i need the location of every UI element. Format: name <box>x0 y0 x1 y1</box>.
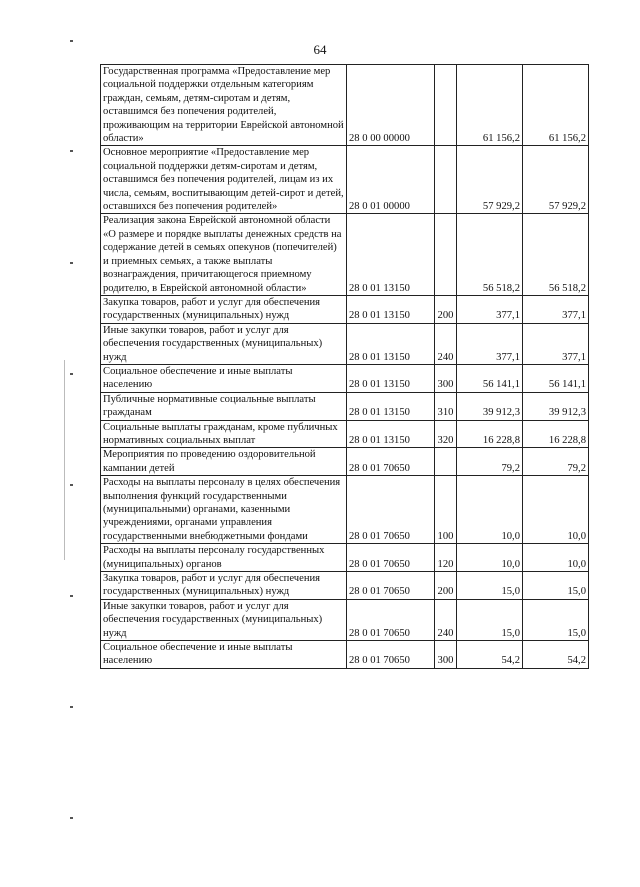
row-amount-1: 39 912,3 <box>457 392 523 420</box>
row-name: Государственная программа «Предоставление мер социальной поддержки отдельным категориям граждан, семьям, детям-сиротам и детям, оставшимся без попечения родителей, проживающим на территории Еврейской автономной области» <box>101 65 347 146</box>
row-vr <box>435 146 457 214</box>
table-row <box>101 544 589 572</box>
row-name: Социальное обеспечение и иные выплаты населению <box>101 364 347 392</box>
row-code: 28 0 01 13150 <box>347 295 435 323</box>
table-row <box>101 364 589 392</box>
row-amount-1: 61 156,2 <box>457 65 523 146</box>
row-code: 28 0 01 70650 <box>347 599 435 640</box>
row-name: Расходы на выплаты персоналу государственных (муниципальных) органов <box>101 544 347 572</box>
table-row <box>101 392 589 420</box>
scan-mark <box>70 484 73 486</box>
row-amount-2: 39 912,3 <box>523 392 589 420</box>
row-amount-1: 10,0 <box>457 476 523 544</box>
row-code: 28 0 01 13150 <box>347 364 435 392</box>
page-number: 64 <box>313 42 327 57</box>
table-row <box>101 65 589 146</box>
row-code: 28 0 01 70650 <box>347 476 435 544</box>
row-vr <box>435 214 457 295</box>
row-code: 28 0 01 00000 <box>347 146 435 214</box>
row-amount-2: 15,0 <box>523 572 589 600</box>
row-amount-2: 16 228,8 <box>523 420 589 448</box>
table-row <box>101 146 589 214</box>
row-amount-1: 377,1 <box>457 295 523 323</box>
row-code: 28 0 01 70650 <box>347 448 435 476</box>
row-name: Иные закупки товаров, работ и услуг для обеспечения государственных (муниципальных) нужд <box>101 599 347 640</box>
row-name: Закупка товаров, работ и услуг для обеспечения государственных (муниципальных) нужд <box>101 295 347 323</box>
row-vr: 300 <box>435 641 457 669</box>
row-amount-1: 16 228,8 <box>457 420 523 448</box>
row-amount-2: 57 929,2 <box>523 146 589 214</box>
row-code: 28 0 00 00000 <box>347 65 435 146</box>
table-row <box>101 295 589 323</box>
scan-mark <box>70 373 73 375</box>
row-vr: 320 <box>435 420 457 448</box>
row-amount-2: 54,2 <box>523 641 589 669</box>
row-name: Социальные выплаты гражданам, кроме публичных нормативных социальных выплат <box>101 420 347 448</box>
row-code: 28 0 01 70650 <box>347 641 435 669</box>
scan-artifact-line <box>64 360 65 560</box>
row-code: 28 0 01 13150 <box>347 392 435 420</box>
scan-mark <box>70 595 73 597</box>
row-vr: 120 <box>435 544 457 572</box>
row-code: 28 0 01 70650 <box>347 572 435 600</box>
row-name: Публичные нормативные социальные выплаты гражданам <box>101 392 347 420</box>
row-code: 28 0 01 13150 <box>347 420 435 448</box>
row-name: Расходы на выплаты персоналу в целях обеспечения выполнения функций государственными (муниципальными) органами, казенными учреждениями, органами управления государственными внебюджетными фондами <box>101 476 347 544</box>
row-amount-2: 10,0 <box>523 476 589 544</box>
scan-mark <box>70 706 73 708</box>
row-amount-2: 56 141,1 <box>523 364 589 392</box>
table-row <box>101 214 589 295</box>
row-vr: 310 <box>435 392 457 420</box>
row-vr: 200 <box>435 572 457 600</box>
table-row <box>101 641 589 669</box>
row-code: 28 0 01 13150 <box>347 323 435 364</box>
table-row <box>101 572 589 600</box>
scan-mark <box>70 262 73 264</box>
row-name: Иные закупки товаров, работ и услуг для обеспечения государственных (муниципальных) нужд <box>101 323 347 364</box>
row-amount-2: 377,1 <box>523 323 589 364</box>
scan-mark <box>70 817 73 819</box>
budget-table <box>100 64 589 669</box>
row-vr: 240 <box>435 323 457 364</box>
row-name: Основное мероприятие «Предоставление мер социальной поддержки детям-сиротам и детям, оставшимся без попечения родителей, лицам из их числа, семьям, воспитывающим детей-сирот и детей, оставшихся без попечения родителей» <box>101 146 347 214</box>
row-name: Социальное обеспечение и иные выплаты населению <box>101 641 347 669</box>
table-row <box>101 476 589 544</box>
row-amount-2: 377,1 <box>523 295 589 323</box>
row-amount-1: 15,0 <box>457 572 523 600</box>
row-vr: 200 <box>435 295 457 323</box>
row-amount-1: 10,0 <box>457 544 523 572</box>
row-amount-1: 56 518,2 <box>457 214 523 295</box>
row-vr: 300 <box>435 364 457 392</box>
table-row <box>101 323 589 364</box>
table-row <box>101 448 589 476</box>
row-vr <box>435 65 457 146</box>
scan-mark <box>70 40 73 42</box>
row-vr <box>435 448 457 476</box>
row-amount-1: 377,1 <box>457 323 523 364</box>
table-row <box>101 420 589 448</box>
row-amount-1: 54,2 <box>457 641 523 669</box>
row-amount-2: 61 156,2 <box>523 65 589 146</box>
row-code: 28 0 01 13150 <box>347 214 435 295</box>
row-amount-2: 79,2 <box>523 448 589 476</box>
row-amount-1: 15,0 <box>457 599 523 640</box>
row-amount-1: 56 141,1 <box>457 364 523 392</box>
row-vr: 100 <box>435 476 457 544</box>
table-row <box>101 599 589 640</box>
row-code: 28 0 01 70650 <box>347 544 435 572</box>
row-amount-1: 57 929,2 <box>457 146 523 214</box>
row-vr: 240 <box>435 599 457 640</box>
row-amount-2: 10,0 <box>523 544 589 572</box>
scan-mark <box>70 150 73 152</box>
row-name: Мероприятия по проведению оздоровительной кампании детей <box>101 448 347 476</box>
row-amount-2: 15,0 <box>523 599 589 640</box>
row-amount-1: 79,2 <box>457 448 523 476</box>
row-amount-2: 56 518,2 <box>523 214 589 295</box>
row-name: Реализация закона Еврейской автономной области «О размере и порядке выплаты денежных средств на содержание детей в семьях опекунов (попечителей) и приемных семьях, а также выплаты вознаграждения, причитающегося приемному родителю, в Еврейской автономной области» <box>101 214 347 295</box>
row-name: Закупка товаров, работ и услуг для обеспечения государственных (муниципальных) нужд <box>101 572 347 600</box>
